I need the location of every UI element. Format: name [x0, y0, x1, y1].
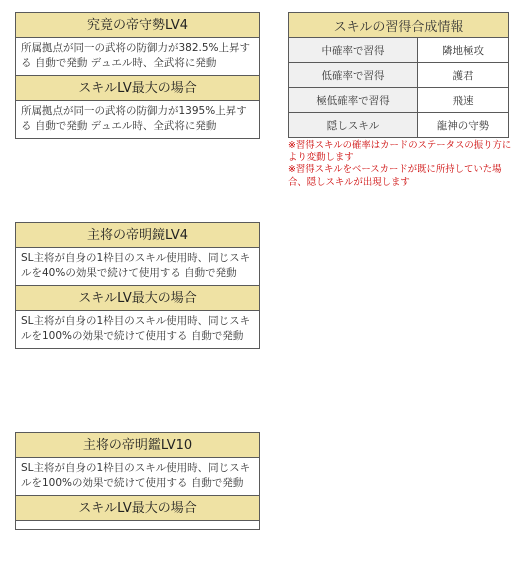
skill-card-1	[15, 12, 260, 139]
max-level-heading: スキルLV最大の場合	[16, 496, 259, 521]
note-hidden-skill: ※習得スキルをベースカードが既に所持していた場合、隠しスキルが出現します	[288, 164, 502, 188]
row-value: 飛速	[418, 88, 509, 113]
skill-description: SL主将が自身の1枠目のスキル使用時、同じスキルを40%の効果で続けて使用する 自動で発動	[16, 248, 259, 286]
row-value: 龍神の守勢	[418, 113, 509, 138]
table-row	[289, 113, 509, 138]
max-level-heading: スキルLV最大の場合	[16, 76, 259, 101]
table-row	[289, 63, 509, 88]
max-level-description: 所属拠点が同一の武将の防御力が1395%上昇する 自動で発動 デュエル時、全武将に発動	[21, 105, 247, 132]
synthesis-notes	[288, 140, 513, 189]
skill-description: 所属拠点が同一の武将の防御力が382.5%上昇する 自動で発動 デュエル時、全武将に発動	[16, 38, 259, 76]
max-level-description: SL主将が自身の1枠目のスキル使用時、同じスキルを100%の効果で続けて使用する 自動で発動	[21, 315, 251, 342]
skill-description: SL主将が自身の1枠目のスキル使用時、同じスキルを100%の効果で続けて使用する 自動で発動	[16, 458, 259, 496]
max-level-heading: スキルLV最大の場合	[16, 286, 259, 311]
row-value: 隣地極攻	[418, 38, 509, 63]
note-probability: ※習得スキルの確率はカードのステータスの振り方により変動します	[288, 140, 512, 164]
skill-synthesis-table	[288, 12, 509, 138]
row-label: 極低確率で習得	[289, 88, 418, 113]
row-label: 中確率で習得	[289, 38, 418, 63]
skill-title: 究竟の帝守勢LV4	[16, 13, 259, 38]
row-value: 護君	[418, 63, 509, 88]
max-level-description	[16, 521, 259, 529]
table-row	[289, 88, 509, 113]
table-row	[289, 38, 509, 63]
skill-card-2	[15, 222, 260, 349]
row-label: 隠しスキル	[289, 113, 418, 138]
skill-title: 主将の帝明鏡LV4	[16, 223, 259, 248]
synthesis-table-title: スキルの習得合成情報	[289, 13, 509, 38]
skill-card-3	[15, 432, 260, 530]
skill-title: 主将の帝明鑑LV10	[16, 433, 259, 458]
row-label: 低確率で習得	[289, 63, 418, 88]
